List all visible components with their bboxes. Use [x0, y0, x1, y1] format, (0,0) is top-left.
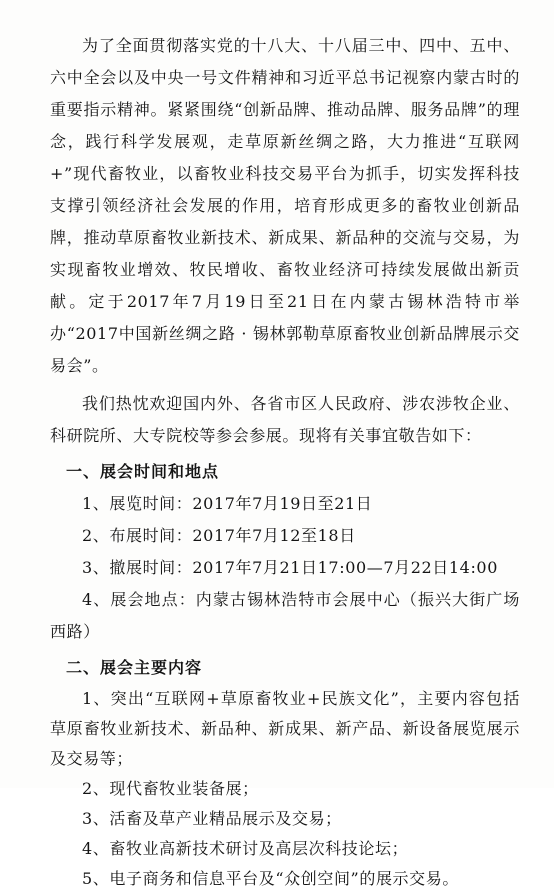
section-1-item-venue: 4、展会地点：内蒙古锡林浩特市会展中心（振兴大街广场西路） — [50, 590, 520, 641]
section-1-item-teardown-time: 3、撤展时间：2017年7月21日17:00—7月22日14:00 — [82, 558, 498, 577]
intro-paragraph-2: 我们热忱欢迎国内外、各省市区人民政府、涉农涉牧企业、科研院所、大专院校等参会参展。现将有关事宜敬告如下： — [50, 394, 520, 445]
section-2-item-3: 3、活畜及草产业精品展示及交易； — [82, 809, 342, 828]
section-1-item-exhibition-time: 1、展览时间：2017年7月19日至21日 — [82, 494, 373, 513]
section-2-item-4: 4、畜牧业高新技术研讨及高层次科技论坛； — [82, 839, 409, 858]
section-time-location — [50, 456, 520, 648]
section-1-item-setup-time: 2、布展时间：2017年7月12至18日 — [82, 526, 356, 545]
intro-paragraph-1: 为了全面贯彻落实党的十八大、十八届三中、四中、五中、六中全会以及中央一号文件精神和习近平总书记视察内蒙古时的重要指示精神。紧紧围绕“创新品牌、推动品牌、服务品牌”的理念，践行科学发展观，走草原新丝绸之路，大力推进“互联网+”现代畜牧业，以畜牧业科技交易平台为抓手，切实发挥科技支撑引领经济社会发展的作用，培育形成更多的畜牧业创新品牌，推动草原畜牧业新技术、新成果、新品种的交流与交易，为实现畜牧业增效、牧民增收、畜牧业经济可持续发展做出新贡献。定于2017年7月19日至21日在内蒙古锡林浩特市举办“2017中国新丝绸之路 · 锡林郭勒草原畜牧业创新品牌展示交易会”。 — [50, 36, 520, 375]
section-2-item-5: 5、电子商务和信息平台及“众创空间”的展示交易。 — [82, 869, 459, 888]
section-2-item-2: 2、现代畜牧业装备展； — [82, 779, 259, 798]
section-2-heading: 二、展会主要内容 — [66, 658, 203, 677]
section-1-heading: 一、展会时间和地点 — [66, 462, 220, 481]
section-main-content — [50, 652, 520, 894]
section-2-item-1: 1、突出“互联网+草原畜牧业+民族文化”，主要内容包括草原畜牧业新技术、新品种、新成果、新产品、新设备展览展示及交易等； — [50, 689, 520, 768]
